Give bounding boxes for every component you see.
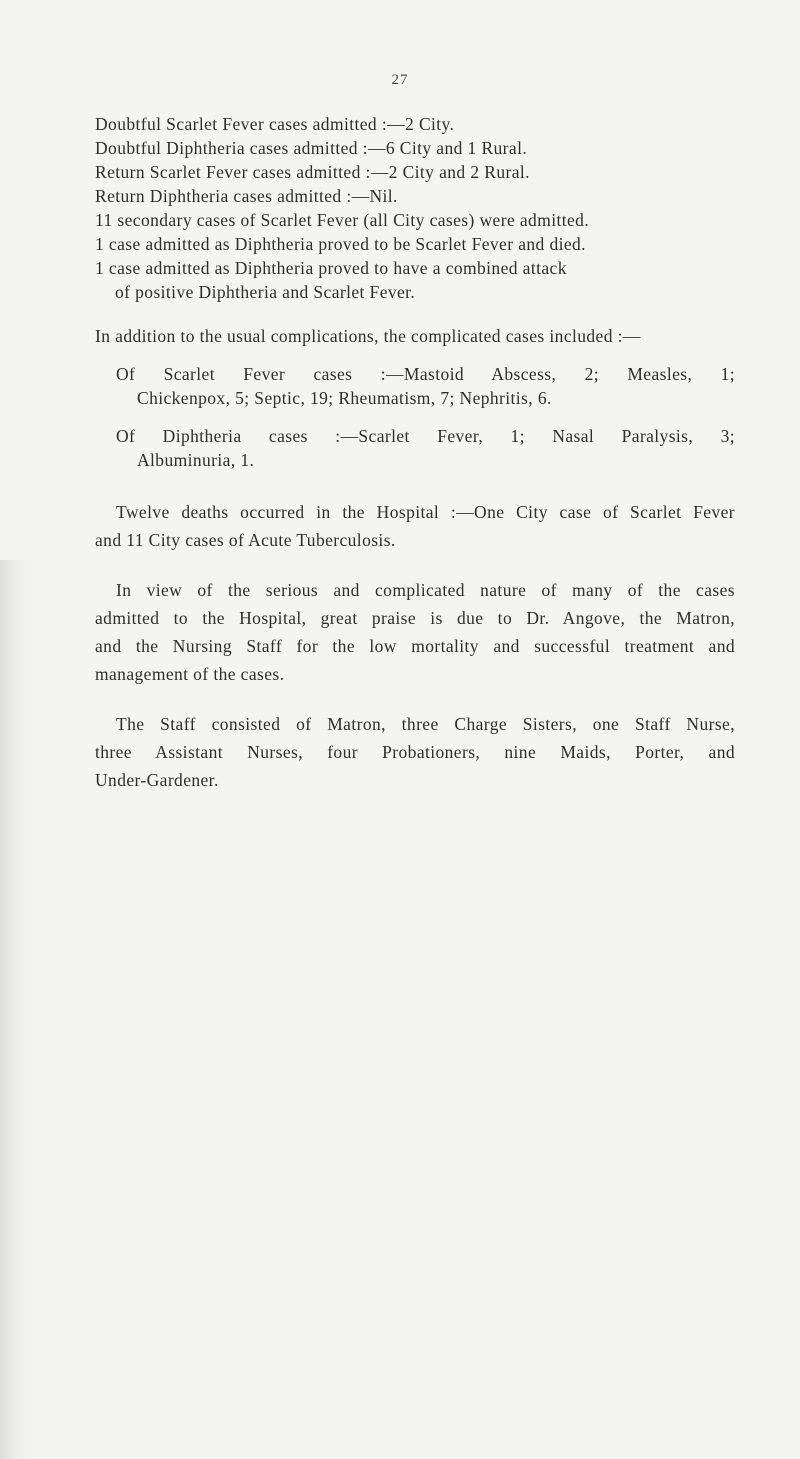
complications-intro: In addition to the usual complications, the complicated cases included :— — [95, 326, 641, 346]
scarlet-complications-continuation: Chickenpox, 5; Septic, 19; Rheumatism, 7; Nephritis, 6. — [137, 388, 552, 408]
admissions-list — [95, 112, 735, 304]
admission-line: 11 secondary cases of Scarlet Fever (all City cases) were admitted. — [95, 210, 590, 230]
deaths-paragraph — [95, 498, 735, 554]
diphtheria-complications-line: Of Diphtheria cases :—Scarlet Fever, 1; Nasal Paralysis, 3; — [116, 426, 735, 446]
complications-section — [95, 324, 735, 472]
staff-line: Under-Gardener. — [95, 770, 219, 790]
praise-line: admitted to the Hospital, great praise is due to Dr. Angove, the Matron, — [95, 608, 735, 628]
staff-line: The Staff consisted of Matron, three Charge Sisters, one Staff Nurse, — [116, 714, 735, 734]
staff-line: three Assistant Nurses, four Probationers, nine Maids, Porter, and — [95, 742, 735, 762]
admission-line: 1 case admitted as Diphtheria proved to be Scarlet Fever and died. — [95, 234, 586, 254]
admission-line: 1 case admitted as Diphtheria proved to have a combined attack — [95, 258, 567, 278]
scarlet-complications-line: Of Scarlet Fever cases :—Mastoid Abscess, 2; Measles, 1; — [116, 364, 735, 384]
praise-line: and the Nursing Staff for the low mortality and successful treatment and — [95, 636, 735, 656]
admission-line: Doubtful Scarlet Fever cases admitted :—2 City. — [95, 114, 455, 134]
admission-line: Doubtful Diphtheria cases admitted :—6 City and 1 Rural. — [95, 138, 528, 158]
deaths-line: and 11 City cases of Acute Tuberculosis. — [95, 530, 396, 550]
page-number: 27 — [391, 72, 409, 88]
praise-line: In view of the serious and complicated nature of many of the cases — [116, 580, 735, 600]
admission-line: Return Diphtheria cases admitted :—Nil. — [95, 186, 398, 206]
admission-line-continuation: of positive Diphtheria and Scarlet Fever. — [115, 282, 416, 302]
staff-paragraph — [95, 710, 735, 794]
praise-paragraph — [95, 576, 735, 688]
deaths-line: Twelve deaths occurred in the Hospital :—One City case of Scarlet Fever — [116, 502, 735, 522]
scan-edge-shadow — [0, 560, 30, 1459]
admission-line: Return Scarlet Fever cases admitted :—2 City and 2 Rural. — [95, 162, 530, 182]
praise-line: management of the cases. — [95, 664, 285, 684]
document-body — [95, 112, 735, 794]
diphtheria-complications-continuation: Albuminuria, 1. — [137, 450, 255, 470]
